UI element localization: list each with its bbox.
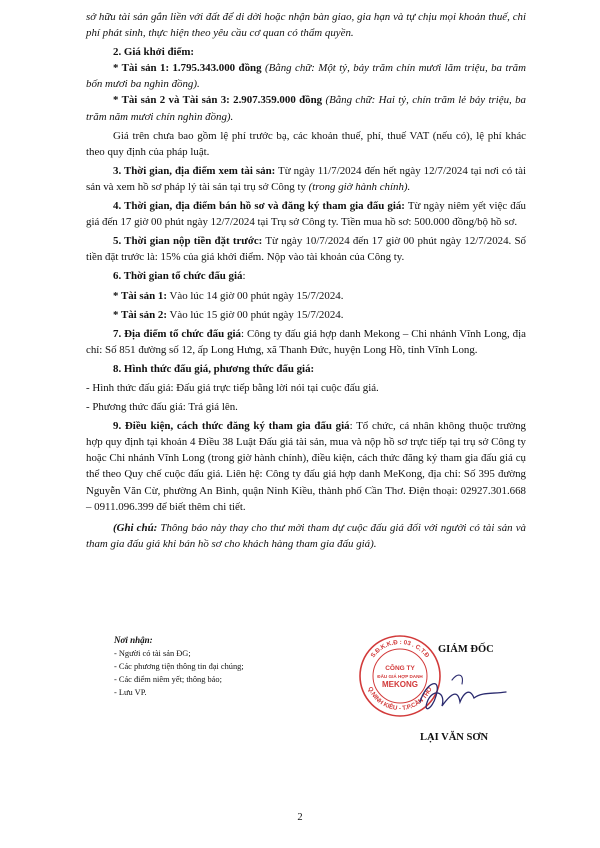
text-run: - Hình thức đấu giá: Đấu giá trực tiếp bằng lời nói tại cuộc đấu giá. <box>86 381 379 394</box>
signature-block <box>348 634 528 744</box>
paragraph <box>86 361 526 377</box>
text-run: 4. Thời gian, địa điểm bán hồ sơ và đăng ký tham gia đấu giá: <box>113 200 405 213</box>
paragraph <box>86 163 526 195</box>
paragraph <box>86 268 526 284</box>
seal-line-1: CÔNG TY <box>385 665 415 672</box>
text-run: - Phương thức đấu giá: Trả giá lên. <box>86 401 238 414</box>
recipient-item: - Các phương tiện thông tin đại chúng; <box>114 662 244 671</box>
signer-role: GIÁM ĐỐC <box>438 644 494 655</box>
text-run: : Tổ chức, cá nhân không thuộc trường hợp quy định tại khoản 4 Điều 38 Luật Đấu giá tài sản, mua và nộp hồ sơ trực tiếp tại trụ sở Công ty hoặc Chi nhánh Vĩnh Long (trong giờ hành chính), điều kiện, cách thức đăng ký tham gia đấu giá cụ thể theo Quy chế cuộc đấu giá. Liên hệ: Công ty đấu giá hợp danh MeKong, địa chỉ: Số 395 đường Nguyễn Văn Cừ, phường An Bình, quận Ninh Kiều, thành phố Cần Thơ. Điện thoại: 02927.301.668 – 0911.096.399 để biết thêm chi tiết. <box>86 420 527 513</box>
recipient-list-title: Nơi nhận: <box>114 635 153 645</box>
text-run: : Công ty đấu giá hợp danh Mekong – Chi nhánh Vĩnh Long, địa chỉ: Số 851 đường số 12, ấp Long Hưng, xã Thanh Đức, huyện Long Hồ, tỉnh Vĩnh Long. <box>86 327 526 356</box>
recipient-list <box>114 634 334 699</box>
paragraph <box>86 307 526 323</box>
seal-ring-bottom: Q.NINH KIỀU - T.P.CẦN THƠ <box>366 685 434 713</box>
paragraph <box>86 418 526 515</box>
paragraph <box>86 128 526 160</box>
text-run: Vào lúc 14 giờ 00 phút ngày 15/7/2024. <box>166 289 344 302</box>
paragraph <box>86 288 526 304</box>
paragraph <box>86 399 526 415</box>
document-body <box>86 9 526 552</box>
text-run: ( <box>113 521 117 534</box>
text-run: 6. Thời gian tổ chức đấu giá <box>113 270 243 283</box>
paragraph <box>86 9 526 41</box>
text-run: 5. Thời gian nộp tiền đặt trước: <box>113 235 263 248</box>
seal-line-2: ĐẤU GIÁ HỢP DANH <box>377 674 423 679</box>
text-run: * Tài sản 2: <box>113 308 167 321</box>
text-run: Ghi chú: <box>116 521 158 534</box>
paragraph <box>86 326 526 358</box>
paragraph <box>86 60 526 92</box>
text-run: 8. Hình thức đấu giá, phương thức đấu giá: <box>113 362 315 375</box>
text-run: * Tài sản 1: <box>113 289 167 302</box>
text-run: Vào lúc 15 giờ 00 phút ngày 15/7/2024. <box>166 308 344 321</box>
text-run: Từ ngày niêm yết việc đấu giá đến 17 giờ 00 phút ngày 12/7/2024 tại Trụ sở Công ty. Tiền mua hồ sơ: 500.000 đồng/bộ hồ sơ. <box>86 200 526 229</box>
text-run: Thông báo này thay cho thư mời tham dự cuộc đấu giá đối với người có tài sản và tham gia đấu giá khi bán hồ sơ cho khách hàng tham gia đấu giá). <box>86 521 526 550</box>
text-run: 7. Địa điểm tổ chức đấu giá <box>113 327 241 340</box>
text-run: (Bằng chữ: Một tỷ, bảy trăm chín mươi lăm triệu, ba trăm bốn mươi ba nghìn đồng). <box>86 62 526 91</box>
recipient-item: - Lưu VP. <box>114 688 147 697</box>
signer-name: LẠI VĂN SƠN <box>420 732 489 743</box>
text-run: 3. Thời gian, địa điểm xem tài sản: <box>113 164 276 177</box>
text-run: Giá trên chưa bao gồm lệ phí trước bạ, các khoản thuế, phí, thuế VAT (nếu có), lệ phí khác theo quy định của pháp luật. <box>86 129 526 158</box>
handwritten-signature-icon <box>412 662 512 724</box>
text-run: 2. Giá khởi điểm: <box>113 46 195 59</box>
paragraph <box>86 380 526 396</box>
text-run: * Tài sản 1: 1.795.343.000 đồng <box>113 62 262 75</box>
text-run: (trong giờ hành chính). <box>308 180 411 193</box>
text-run: Từ ngày 10/7/2024 đến 17 giờ 00 phút ngày 12/7/2024. Số tiền đặt trước là: 15% của giá khởi điểm. Nộp vào tài khoản của Công ty. <box>86 235 526 264</box>
text-run: * Tài sản 2 và Tài sản 3: 2.907.359.000 đồng <box>113 94 323 107</box>
text-run: : <box>242 270 246 283</box>
text-run: 9. Điều kiện, cách thức đăng ký tham gia đấu giá <box>113 420 350 433</box>
text-run: Từ ngày 11/7/2024 đến hết ngày 12/7/2024 tại nơi có tài sản và xem hồ sơ pháp lý tài sản tại trụ sở Công ty <box>86 164 527 193</box>
recipient-item: - Các điểm niêm yết; thông báo; <box>114 675 222 684</box>
text-run: sở hữu tài sản gắn liền với đất để di dời hoặc nhận bàn giao, gia hạn và tự chịu mọi khoản thuế, chi phí phát sinh, thực hiện theo yêu cầu cơ quan có thẩm quyền. <box>86 11 526 40</box>
paragraph <box>86 92 526 124</box>
document-footer <box>86 634 526 744</box>
recipient-item: - Người có tài sản ĐG; <box>114 649 191 658</box>
paragraph <box>86 44 526 60</box>
paragraph <box>86 520 526 552</box>
seal-ring-top: S.Đ.K.K.Đ : 03 . C.T.Đ <box>369 638 431 660</box>
page-number: 2 <box>297 812 303 823</box>
text-run: (Bằng chữ: Hai tỷ, chín trăm lẻ bảy triệu, ba trăm năm mươi chín nghìn đồng). <box>86 94 526 123</box>
paragraph <box>86 198 526 230</box>
paragraph <box>86 233 526 265</box>
seal-line-3: MEKONG <box>382 680 418 689</box>
